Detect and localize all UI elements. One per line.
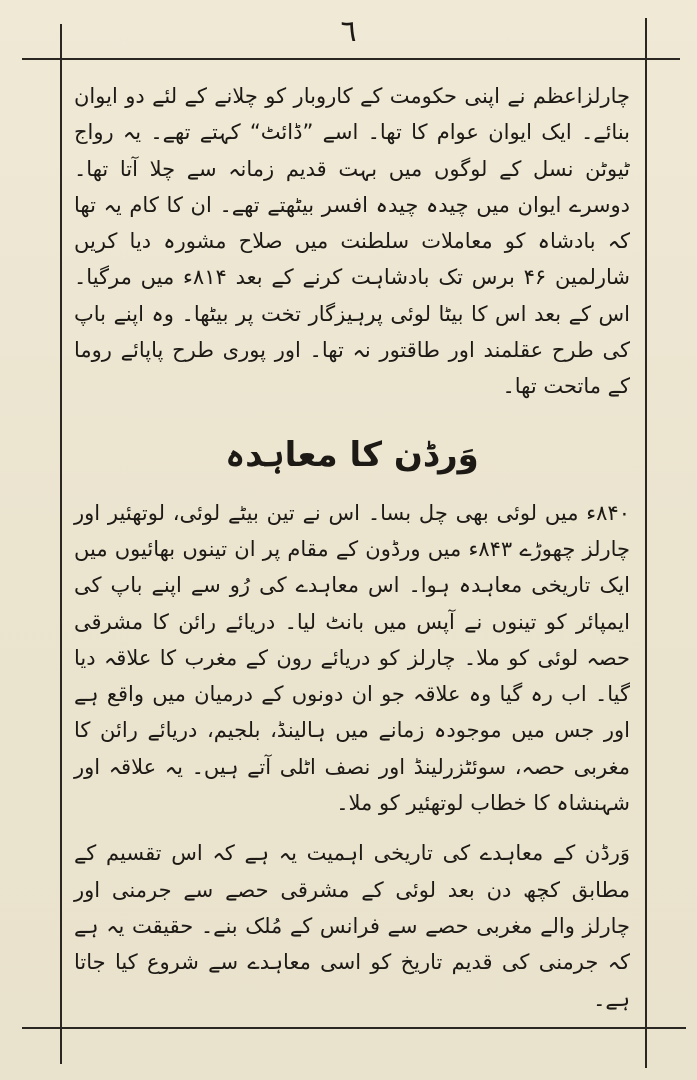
top-rule [22,58,680,60]
right-rule [645,18,647,1068]
paragraph-significance: وَرڈن کے معاہدے کی تاریخی اہمیت یہ ہے کہ اس تقسیم کے مطابق کچھ دن بعد لوئی کے مشرقی حصے سے جرمنی اور چارلز والے مغربی حصے سے فرانس کے مُلک بنے۔ حقیقت یہ ہے کہ جرمنی کی قدیم تاریخ کو اسی معاہدے سے شروع کیا جاتا ہے۔ [74,841,630,1011]
bottom-rule [22,1027,686,1029]
page-number: ٦ [340,14,357,49]
page-content [74,78,630,1017]
section-heading: وَرڈن کا معاہدہ [225,434,479,475]
paragraph-treaty: ۸۴۰ء میں لوئی بھی چل بسا۔ اس نے تین بیٹے لوئی، لوتھئیر اور چارلز چھوڑے ۸۴۳ء میں ورڈون کے مقام پر ان تینوں بھائیوں میں ایک تاریخی معاہدہ ہوا۔ اس معاہدے کی رُو سے اپنے باپ کی ایمپائر کو تینوں نے آپس میں بانٹ لیا۔ دریائے رائن کا مشرقی حصہ لوئی کو ملا۔ چارلز کو دریائے رون کے مغرب کا علاقہ دیا گیا۔ اب رہ گیا وہ علاقہ جو ان دونوں کے درمیان میں واقع ہے اور جس میں موجودہ زمانے میں ہالینڈ، بلجیم، دریائے رائن کا مغربی حصہ، سوئٹزرلینڈ اور نصف اٹلی آتے ہیں۔ یہ علاقہ اور شہنشاہ کا خطاب لوتھئیر کو ملا۔ [74,500,631,816]
left-rule [60,24,62,1064]
paragraph-charlemagne: چارلزاعظم نے اپنی حکومت کے کاروبار کو چلانے کے لئے دو ایوان بنائے۔ ایک ایوان عوام کا تھا۔ اسے ”ڈائٹ“ کہتے تھے۔ یہ رواج ٹیوٹن نسل کے لوگوں میں بہت قدیم زمانہ سے چلا آتا تھا۔ دوسرے ایوان میں چیدہ چیدہ افسر بیٹھتے تھے۔ ان کا کام یہ تھا کہ بادشاہ کو معاملات سلطنت میں صلاح مشورہ دیا کریں شارلمین ۴۶ برس تک بادشاہت کرنے کے بعد ۸۱۴ء میں مرگیا۔ اس کے بعد اس کا بیٹا لوئی پرہیزگار تخت پر بیٹھا۔ وہ اپنے باپ کی طرح عقلمند اور طاقتور نہ تھا۔ اور پوری طرح پاپائے روما کے ماتحت تھا۔ [74,84,630,399]
